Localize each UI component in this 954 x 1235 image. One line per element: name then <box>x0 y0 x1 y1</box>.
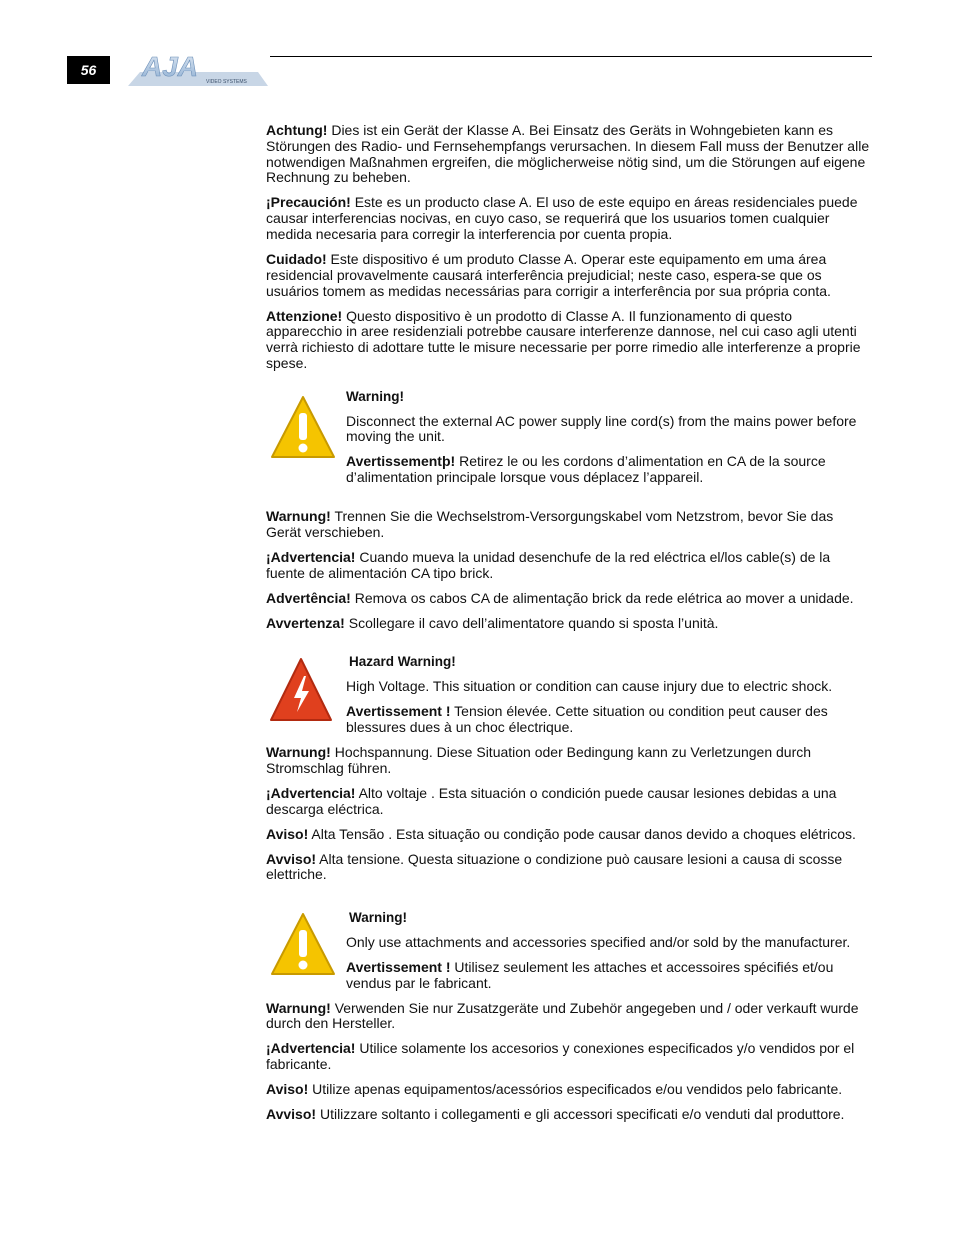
warning-1-de: Warnung! Trennen Sie die Wechselstrom-Versorgungskabel vom Netzstrom, bevor Sie das Gerät verschieben. <box>266 508 834 540</box>
hazard-fr: Avertissement ! Tension élevée. Cette situation ou condition peut causer des blessures dues à un choc électrique. <box>346 703 828 735</box>
header-rule <box>270 56 872 57</box>
warning-block-1 <box>266 389 872 486</box>
warning-2-text: Only use attachments and accessories specified and/or sold by the manufacturer. <box>346 933 851 950</box>
hazard-es: ¡Advertencia! Alto voltaje . Esta situación o condición puede causar lesiones debidas a una descarga eléctrica. <box>266 784 837 817</box>
warning-1-fr: Avertissementþ! Retirez le ou les cordons d’alimentation en CA de la source d’alimentation principale lorsque vous déplacez l’appareil. <box>346 453 826 486</box>
logo-text: AJA <box>142 52 199 82</box>
warning-2-de: Warnung! Verwenden Sie nur Zusatzgeräte und Zubehör angegeben und / oder verkauft wurde durch den Hersteller. <box>266 999 859 1032</box>
logo-subtext: VIDEO SYSTEMS <box>206 79 247 85</box>
notice-pt: Cuidado! Este dispositivo é um produto Classe A. Operar este equipamento em uma área residencial provavelmente causará interferência prejudicial; neste caso, espera-se que os usuários tomem as medidas necessárias para corrigir a interferência por sua própria conta. <box>266 250 831 299</box>
hazard-pt: Aviso! Alta Tensão . Esta situação ou condição pode causar danos devido a choques elétricos. <box>266 825 856 842</box>
caution-triangle-icon <box>268 393 338 463</box>
warning-2-es: ¡Advertencia! Utilice solamente los accesorios y conexiones especificados y/o vendidos por el fabricante. <box>266 1040 855 1073</box>
high-voltage-icon <box>268 656 334 724</box>
hazard-text: High Voltage. This situation or condition can cause injury due to electric shock. <box>346 678 833 695</box>
hazard-block <box>266 654 872 735</box>
warning-1-text: Disconnect the external AC power supply line cord(s) from the mains power before moving the unit. <box>346 412 857 445</box>
warning-block-2 <box>266 910 872 991</box>
hazard-it: Avviso! Alta tensione. Questa situazione o condizione può causare lesioni a causa di scosse elettriche. <box>266 850 843 883</box>
page-content <box>266 123 872 1132</box>
page-number: 56 <box>67 56 110 84</box>
notice-it: Attenzione! Questo dispositivo è un prodotto di Classe A. Il funzionamento di questo apparecchio in aree residenziali potrebbe causare interferenze dannose, nel cui caso agli utenti verrà richiesto di adottare tutte le misure necessarie per porre rimedio alle interferenze a proprie spese. <box>266 307 861 371</box>
hazard-title: Hazard Warning! <box>349 654 456 670</box>
notice-de: Achtung! Dies ist ein Gerät der Klasse A. Bei Einsatz des Geräts in Wohngebieten kann es Störungen des Radio- und Fernsehempfangs verursachen. In diesem Fall muss der Benutzer alle notwendigen Maßnahmen ergreifen, die möglicherweise nötig sind, um die Störungen auf eigene Rechnung zu beheben. <box>266 122 870 186</box>
notice-es: ¡Precaución! Este es un producto clase A. El uso de este equipo en áreas residenciales puede causar interferencias nocivas, en cuyo caso, se requerirá que los usuarios tomen cualquier medida necesaria para corregir la interferencia por cuenta propia. <box>266 194 858 242</box>
caution-triangle-icon <box>268 910 338 980</box>
warning-2-pt: Aviso! Utilize apenas equipamentos/acessórios especificados e/ou vendidos pelo fabricante. <box>266 1081 843 1098</box>
warning-1-title: Warning! <box>346 388 404 404</box>
warning-2-it: Avviso! Utilizzare soltanto i collegamenti e gli accessori specificati e/o venduti dal produttore. <box>266 1106 845 1123</box>
warning-2-fr: Avertissement ! Utilisez seulement les attaches et accessoires spécifiés et/ou vendus par le fabricant. <box>346 958 834 991</box>
hazard-de: Warnung! Hochspannung. Diese Situation oder Bedingung kann zu Verletzungen durch Stromschlag führen. <box>266 743 812 776</box>
warning-2-title: Warning! <box>349 910 407 926</box>
warning-1-it: Avvertenza! Scollegare il cavo dell’alimentatore quando si sposta l’unità. <box>266 614 719 631</box>
warning-1-pt: Advertência! Remova os cabos CA de alimentação brick da rede elétrica ao mover a unidade. <box>266 589 854 606</box>
warning-1-es: ¡Advertencia! Cuando mueva la unidad desenchufe de la red eléctrica el/los cable(s) de la fuente de alimentación CA tipo brick. <box>266 548 831 581</box>
aja-logo <box>128 52 270 88</box>
